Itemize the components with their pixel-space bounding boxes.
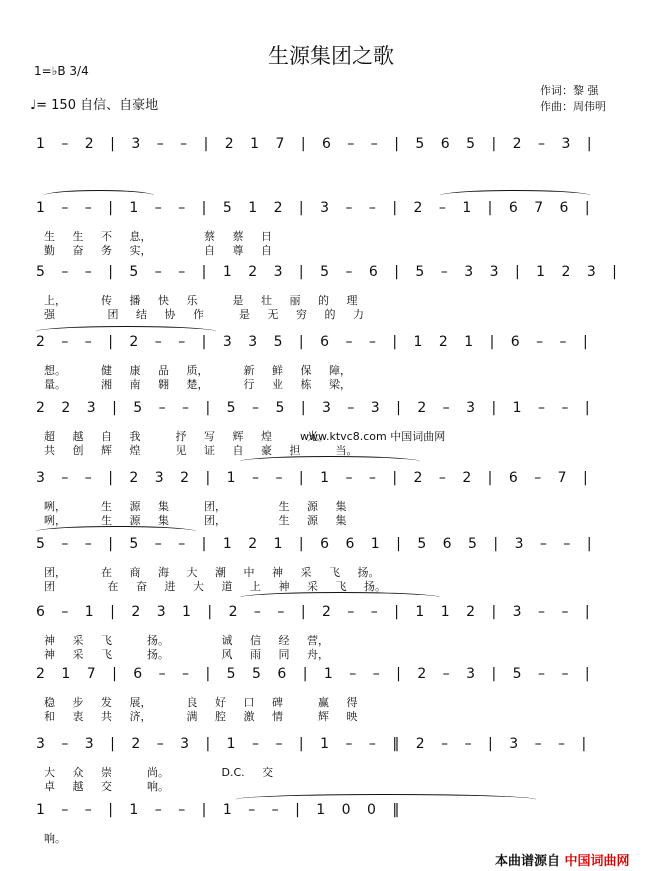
- lyric-line-2: 共 创 辉 煌 见 证 自 豪 担 当。: [44, 444, 358, 457]
- notation-line: 1 – – | 1 – – | 1 – – | 1 0 0 ‖: [36, 802, 401, 818]
- slur-mark: [240, 456, 420, 467]
- lyric-line-2: 和 衷 共 济， 满 腔 激 情 辉 映: [44, 710, 358, 723]
- notation-line: 1 – – | 1 – – | 5 1 2 | 3 – – | 2 – 1 | 6 7 6 |: [36, 200, 591, 216]
- lyric-line-1: 上， 传 播 快 乐 是 壮 丽 的 理: [44, 294, 358, 307]
- lyric-line-1: 生 生 不 息， 蔡 蔡 日: [44, 230, 272, 243]
- lyric-line-2: 勤 奋 务 实， 自 尊 自: [44, 244, 272, 257]
- lyricist-credit: 作词：黎 强: [540, 84, 599, 97]
- lyric-line-2: 卓 越 交 响。: [44, 780, 169, 793]
- slur-mark: [36, 526, 196, 537]
- lyric-line-2: 神 采 飞 扬。 风 雨 同 舟，: [44, 648, 329, 661]
- notation-line: 2 1 7 | 6 – – | 5 5 6 | 1 – – | 2 – 3 | 5 – – |: [36, 666, 591, 682]
- lyric-line-2: 团 在 奋 进 大 道 上 神 采 飞 扬。: [44, 580, 386, 593]
- lyric-line-1: 稳 步 发 展， 良 好 口 碑 赢 得: [44, 696, 358, 709]
- notation-line: 2 – – | 2 – – | 3 3 5 | 6 – – | 1 2 1 | 6 – – |: [36, 334, 589, 350]
- tempo-marking: ♩= 150 自信、自豪地: [30, 98, 159, 113]
- notation-line: 1 – 2 | 3 – – | 2 1 7 | 6 – – | 5 6 5 | 2 – 3 |: [36, 136, 593, 152]
- footer-source-label: 本曲谱源自: [495, 854, 561, 869]
- composer-credit: 作曲：周伟明: [540, 100, 606, 113]
- lyric-line-2: 强 团 结 协 作 是 无 穷 的 力: [44, 308, 364, 321]
- lyric-line-1: 神 采 飞 扬。 诚 信 经 营，: [44, 634, 329, 647]
- lyric-line-1: 大 众 崇 尚。 D.C. 交: [44, 766, 274, 779]
- watermark-text: www.ktvc8.com 中国词曲网: [300, 430, 446, 443]
- lyric-line-1: 咧， 生 源 集 团， 生 源 集: [44, 500, 347, 513]
- slur-mark: [440, 190, 590, 201]
- notation-line: 6 – 1 | 2 3 1 | 2 – – | 2 – – | 1 1 2 | 3 – – |: [36, 604, 591, 620]
- slur-mark: [240, 592, 440, 603]
- lyric-line-2: 量。 湘 南 翱 楚， 行 业 栋 梁，: [44, 378, 351, 391]
- source-footer: [495, 850, 630, 869]
- slur-mark: [36, 326, 216, 337]
- footer-site-name: 中国词曲网: [564, 854, 630, 869]
- notation-line: 3 – – | 2 3 2 | 1 – – | 1 – – | 2 – 2 | 6 – 7 |: [36, 470, 589, 486]
- song-title: 生源集团之歌: [268, 44, 394, 68]
- notation-line: 3 – 3 | 2 – 3 | 1 – – | 1 – – ‖ 2 – – | 3 – – |: [36, 736, 588, 752]
- notation-line: 5 – – | 5 – – | 1 2 1 | 6 6 1 | 5 6 5 | 3 – – |: [36, 536, 593, 552]
- slur-mark: [236, 794, 536, 805]
- slur-mark: [44, 190, 154, 201]
- lyric-line-1: 想。 健 康 品 质， 新 鲜 保 障，: [44, 364, 351, 377]
- notation-line: 5 – – | 5 – – | 1 2 3 | 5 – 6 | 5 – 3 3 | 1 2 3 |: [36, 264, 618, 280]
- lyric-line-1: 响。: [44, 832, 66, 845]
- key-signature: 1=♭B 3/4: [34, 64, 89, 78]
- lyric-line-2: 咧， 生 源 集 团， 生 源 集: [44, 514, 347, 527]
- notation-line: 2 2 3 | 5 – – | 5 – 5 | 3 – 3 | 2 – 3 | 1 – – |: [36, 400, 591, 416]
- lyric-line-1: 超 越 自 我 抒 写 辉 煌 光。: [44, 430, 329, 443]
- lyric-line-1: 团， 在 商 海 大 潮 中 神 采 飞 扬。: [44, 566, 380, 579]
